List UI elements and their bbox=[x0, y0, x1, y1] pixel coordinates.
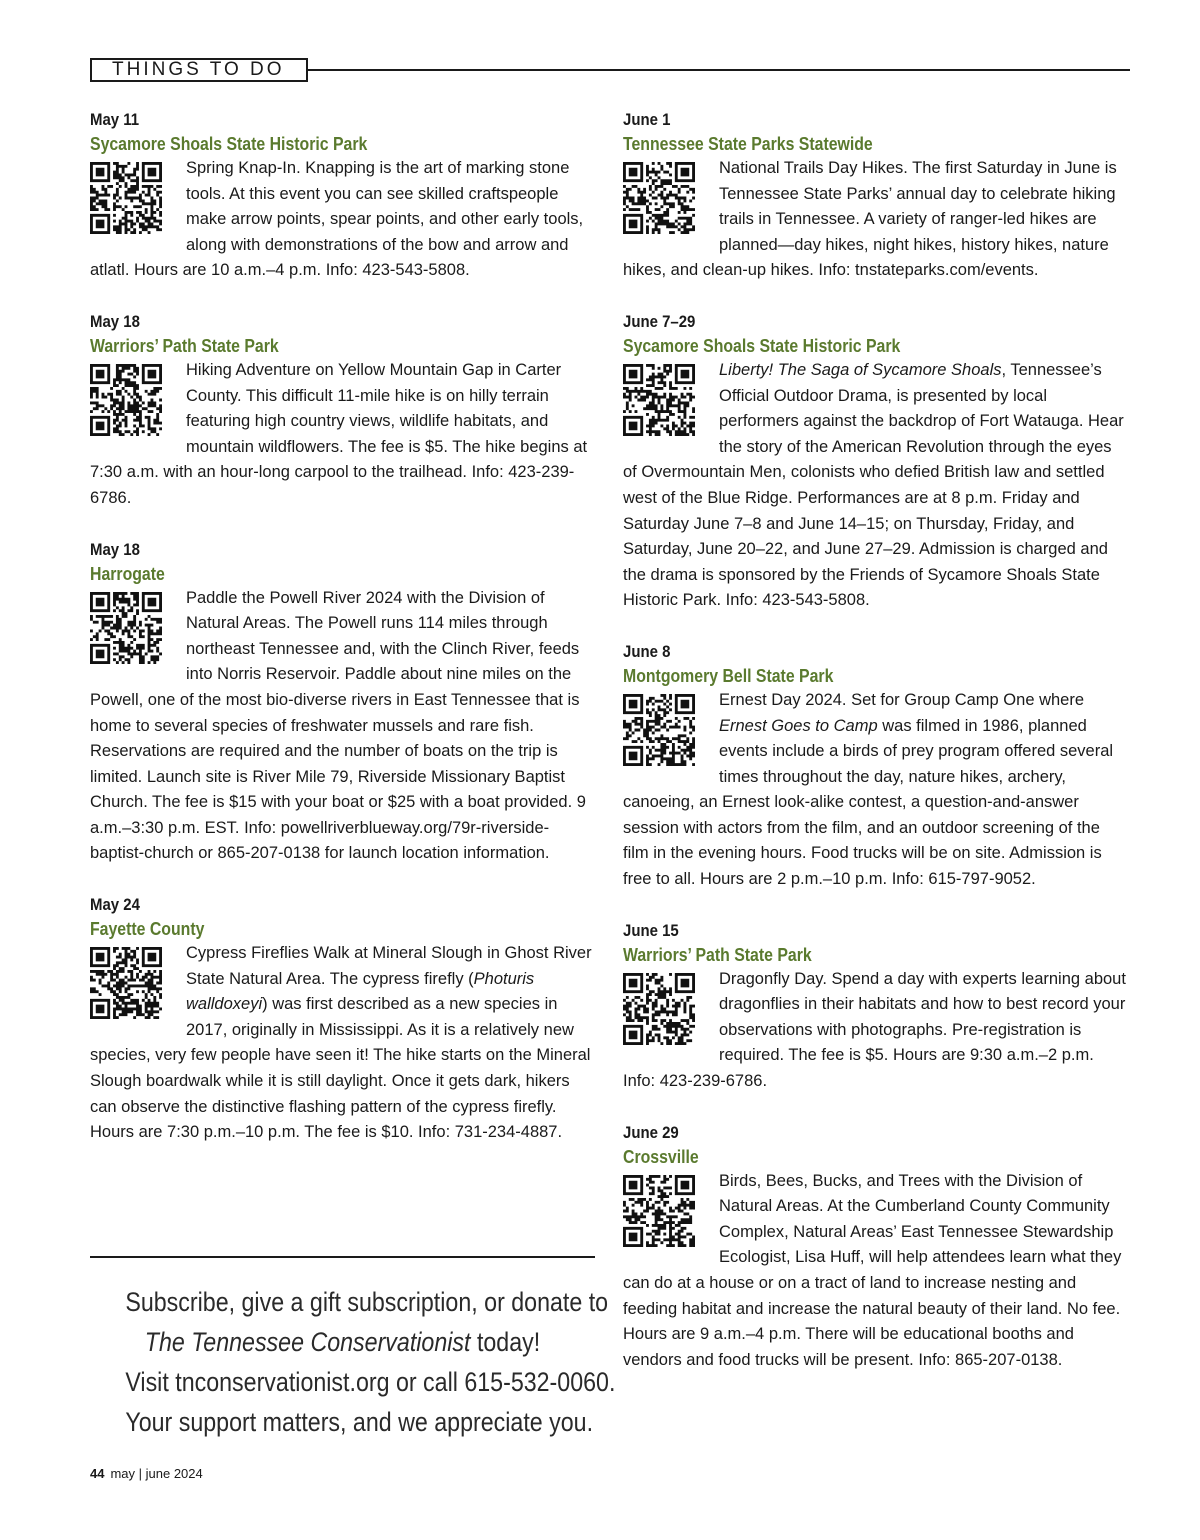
subscribe-line-3: Visit tnconservationist.org or call 615-532-0060. bbox=[125, 1367, 616, 1397]
event-location: Sycamore Shoals State Historic Park bbox=[623, 335, 901, 356]
event-date: June 1 bbox=[623, 110, 671, 129]
page-footer bbox=[90, 1466, 203, 1481]
event-location: Tennessee State Parks Statewide bbox=[623, 134, 873, 154]
event-location: Warriors’ Path State Park bbox=[90, 335, 279, 356]
right-column bbox=[623, 108, 1128, 1399]
event-may-18-harrogate bbox=[90, 538, 595, 868]
header-rule bbox=[306, 69, 1130, 71]
event-june-29 bbox=[623, 1121, 1128, 1374]
qr-code-icon[interactable] bbox=[90, 592, 162, 664]
subscribe-line-4: Your support matters, and we appreciate you. bbox=[125, 1407, 594, 1437]
event-description: Paddle the Powell River 2024 with the Division of Natural Areas. The Powell runs 114 miles through northeast Tennessee and, with the Clinch River, feeds into Norris Reservoir. Paddle about nine miles on the Powell, one of the most bio-diverse rivers in East Tennessee that is home to several species of freshwater mussels and rare fish. Reservations are required and the number of boats on the trip is limited. Launch site is River Mile 79, Riverside Missionary Baptist Church. The fee is $15 with your boat or $25 with a boat provided. 9 a.m.–3:30 p.m. EST. Info: powellriverblueway.org/79r-riverside-baptist-church or 865-207-0138 for launch location information. bbox=[90, 588, 586, 863]
event-location: Crossville bbox=[623, 1146, 699, 1167]
qr-code-icon[interactable] bbox=[623, 1175, 695, 1247]
magazine-title: The Tennessee Conservationist bbox=[144, 1327, 471, 1357]
event-june-15 bbox=[623, 919, 1128, 1095]
issue-label: may | june 2024 bbox=[110, 1466, 203, 1481]
event-date: June 29 bbox=[623, 1122, 679, 1142]
event-june-7-29 bbox=[623, 310, 1128, 614]
qr-code-icon[interactable] bbox=[90, 364, 162, 436]
event-description: Cypress Fireflies Walk at Mineral Slough in Ghost River State Natural Area. The cypress firefly (Photuris walldoxeyi) was first described as a new species in 2017, originally in Mississippi. As it is a relatively new species, very few people have seen it! The hike starts on the Mineral Slough boardwalk while it is still daylight. Once it gets dark, hikers can observe the distinctive flashing pattern of the cypress firefly. Hours are 7:30 p.m.–10 p.m. The fee is $10. Info: 731-234-4887. bbox=[90, 944, 592, 1142]
event-location: Sycamore Shoals State Historic Park bbox=[90, 134, 368, 154]
event-may-11 bbox=[90, 108, 595, 284]
event-may-18-warriors-path bbox=[90, 310, 595, 512]
event-location: Warriors’ Path State Park bbox=[623, 944, 812, 965]
event-june-1 bbox=[623, 108, 1128, 284]
qr-code-icon[interactable] bbox=[623, 694, 695, 766]
subscribe-callout bbox=[90, 1256, 616, 1442]
event-date: May 24 bbox=[90, 895, 140, 915]
qr-code-icon[interactable] bbox=[90, 162, 162, 234]
event-description: Ernest Day 2024. Set for Group Camp One where Ernest Goes to Camp was filmed in 1986, planned events include a birds of prey program offered several times throughout the day, nature hikes, archery, canoeing, an Ernest look-alike contest, a question-and-answer session with actors from the film, and an outdoor screening of the film in the evening hours. Food trucks will be on site. Admission is free to all. Hours are 2 p.m.–10 p.m. Info: 615-797-9052. bbox=[623, 690, 1114, 889]
qr-code-icon[interactable] bbox=[623, 162, 695, 234]
subscribe-line-2: The Tennessee Conservationist today! bbox=[144, 1327, 541, 1357]
event-date: June 8 bbox=[623, 641, 671, 661]
page-number: 44 bbox=[90, 1466, 105, 1481]
event-date: May 18 bbox=[90, 539, 140, 559]
event-location: Harrogate bbox=[90, 563, 165, 584]
qr-code-icon[interactable] bbox=[623, 364, 695, 436]
event-description: Spring Knap-In. Knapping is the art of marking stone tools. At this event you can see skilled craftspeople make arrow points, spear points, and other early tools, along with demonstrations of the bow and arrow and atlatl. Hours are 10 a.m.–4 p.m. Info: 423-543-5808. bbox=[90, 159, 584, 280]
section-title: THINGS TO DO bbox=[90, 58, 308, 82]
event-description: National Trails Day Hikes. The first Saturday in June is Tennessee State Parks’ annual day to celebrate hiking trails in Tennessee. A variety of ranger-led hikes are planned—day hikes, night hikes, history hikes, nature hikes, and clean-up hikes. Info: tnstateparks.com/events. bbox=[623, 159, 1117, 280]
event-description: Birds, Bees, Bucks, and Trees with the Division of Natural Areas. At the Cumberland County Community Complex, Natural Areas’ East Tennessee Stewardship Ecologist, Lisa Huff, will help attendees learn what they can do at a house or on a tract of land to increase nesting and feeding habitat and increase the natural beauty of their land. No fee. Hours are 9 a.m.–4 p.m. There will be educational booths and vendors and food trucks will be present. Info: 865-207-0138. bbox=[623, 1171, 1122, 1369]
event-date: May 18 bbox=[90, 311, 140, 331]
qr-code-icon[interactable] bbox=[623, 973, 695, 1045]
event-location: Fayette County bbox=[90, 919, 205, 940]
event-date: May 11 bbox=[90, 110, 140, 129]
section-header bbox=[90, 58, 1130, 84]
subscribe-line-1: Subscribe, give a gift subscription, or donate to bbox=[125, 1287, 609, 1317]
event-description: Dragonfly Day. Spend a day with experts learning about dragonflies in their habitats and how to best record your observations with photographs. Pre-registration is required. The fee is $5. Hours are 9:30 a.m.–2 p.m. Info: 423-239-6786. bbox=[623, 969, 1126, 1091]
event-date: June 7–29 bbox=[623, 311, 696, 331]
event-description: Hiking Adventure on Yellow Mountain Gap in Carter County. This difficult 11-mile hike is on hilly terrain featuring high country views, wildlife habitats, and mountain wildflowers. The fee is $5. The hike begins at 7:30 a.m. with an hour-long carpool to the trailhead. Info: 423-239-6786. bbox=[90, 360, 588, 507]
event-date: June 15 bbox=[623, 920, 679, 940]
event-location: Montgomery Bell State Park bbox=[623, 665, 834, 686]
event-may-24 bbox=[90, 893, 595, 1146]
qr-code-icon[interactable] bbox=[90, 947, 162, 1019]
event-june-8 bbox=[623, 640, 1128, 893]
left-column bbox=[90, 108, 595, 1172]
event-description: Liberty! The Saga of Sycamore Shoals, Tennessee’s Official Outdoor Drama, is presented by local performers against the backdrop of Fort Watauga. Hear the story of the American Revolution through the eyes of Overmountain Men, colonists who defied British law and settled west of the Blue Ridge. Performances are at 8 p.m. Friday and Saturday June 7–8 and June 14–15; on Thursday, Friday, and Saturday, June 20–22, and June 27–29. Admission is charged and the drama is sponsored by the Friends of Sycamore Shoals State Historic Park. Info: 423-543-5808. bbox=[623, 360, 1124, 610]
